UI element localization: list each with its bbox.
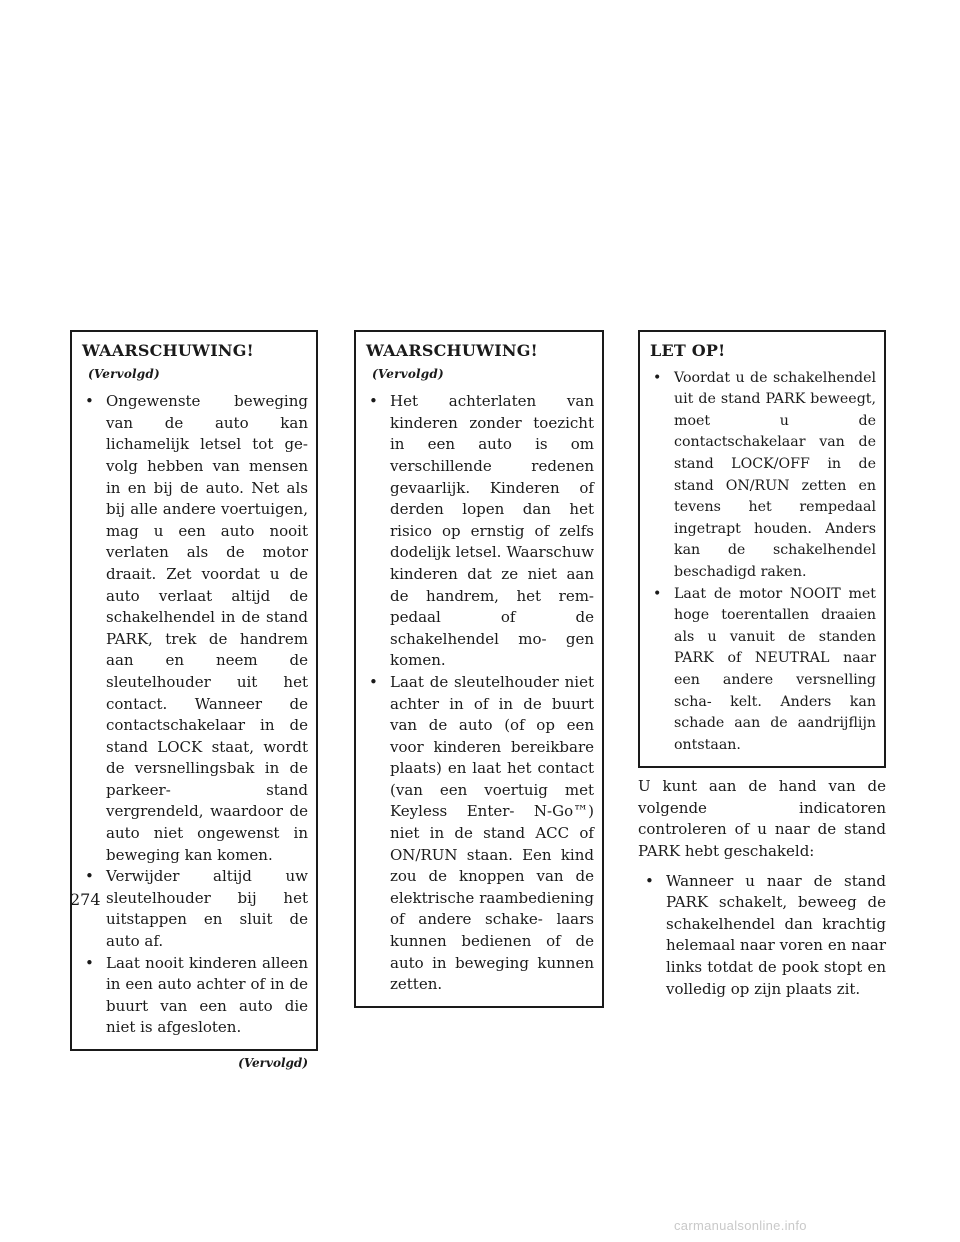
column-left xyxy=(70,330,318,1075)
warning-box-2 xyxy=(354,330,604,1008)
warning-box-1 xyxy=(70,330,318,1051)
watermark-logo: carmanualsonline.info xyxy=(674,1218,807,1233)
caution-box xyxy=(638,330,886,768)
warning-list xyxy=(366,391,594,996)
indicator-list xyxy=(638,871,886,1001)
body-paragraph: U kunt aan de hand van de volgende indicatoren controleren of u naar de stand PARK hebt geschakeld: xyxy=(638,777,886,861)
warning-list xyxy=(82,391,308,1039)
list-item: • Ongewenste beweging van de auto kan lichamelijk letsel tot ge- volg hebben van mensen in en bij de auto. Net als bij alle andere voertuigen, mag u een auto nooit verlaten als de motor draait. Zet voordat u de auto verlaat altijd de schakelhendel in de stand PARK, trek de handrem aan en neem de sleutelhouder uit het contact. Wanneer de contactschakelaar in de stand LOCK staat, wordt de versnellingsbak in de parkeer- stand vergrendeld, waardoor de auto niet ongewenst in beweging kan komen. xyxy=(82,391,308,866)
list-item: • Laat de sleutelhouder niet achter in of in de buurt van de auto (of op een voor kinderen bereikbare plaats) en laat het contact (van een voertuig met Keyless Enter- N-Go™) niet in de stand ACC of ON/RUN staan. Een kind zou de knoppen van de elektrische raambediening of andere schake- laars kunnen bedienen of de auto in beweging kunnen zetten. xyxy=(366,672,594,996)
caution-title: LET OP! xyxy=(650,341,726,360)
continued-label: (Vervolgd) xyxy=(88,366,160,381)
continued-label: (Vervolgd) xyxy=(372,366,444,381)
page-number: 274 xyxy=(70,890,101,909)
list-item: • Verwijder altijd uw sleutelhouder bij het uitstappen en sluit de auto af. xyxy=(82,866,308,952)
column-middle xyxy=(354,330,604,1008)
column-right xyxy=(638,330,886,1000)
list-item: • Laat nooit kinderen alleen in een auto achter of in de buurt van een auto die niet is afgesloten. xyxy=(82,953,308,1039)
list-item: • Laat de motor NOOIT met hoge toerentallen draaien als u vanuit de standen PARK of NEUTRAL naar een andere versnelling scha- kelt. Anders kan schade aan de aandrijflijn ontstaan. xyxy=(650,584,876,757)
caution-list xyxy=(650,368,876,757)
list-item: • Wanneer u naar de stand PARK schakelt, beweeg de schakelhendel dan krachtig helemaal naar voren en naar links totdat de pook stopt en volledig op zijn plaats zit. xyxy=(642,871,886,1001)
list-item: • Het achterlaten van kinderen zonder toezicht in een auto is om verschillende redenen gevaarlijk. Kinderen of derden lopen dan het risico op ernstig of zelfs dodelijk letsel. Waarschuw kinderen dat ze niet aan de handrem, het rem- pedaal of de schakelhendel mo- gen komen. xyxy=(366,391,594,672)
warning-title: WAARSCHUWING!(Vervolgd) xyxy=(82,341,254,381)
warning-title: WAARSCHUWING!(Vervolgd) xyxy=(366,341,538,381)
list-item: • Voordat u de schakelhendel uit de stand PARK beweegt, moet u de contactschakelaar van de stand LOCK/OFF in de stand ON/RUN zetten en tevens het rempedaal ingetrapt houden. Anders kan de schakelhendel beschadigd raken. xyxy=(650,368,876,584)
continued-footer: (Vervolgd) xyxy=(238,1056,308,1070)
